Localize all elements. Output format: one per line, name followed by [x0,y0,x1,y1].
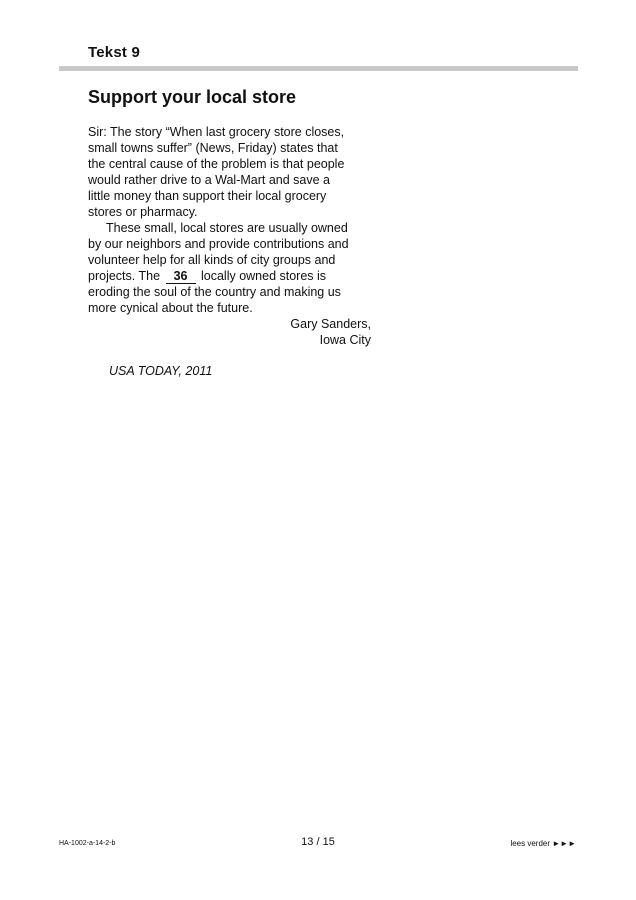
footer-exam-code: HA-1002-a-14-2-b [59,840,116,847]
signature-name: Gary Sanders, [290,317,371,331]
article-line: would rather drive to a Wal-Mart and save a [88,173,331,187]
article-line: eroding the soul of the country and making us [88,285,341,299]
article-line: stores or pharmacy. [88,205,198,219]
article-line: These small, local stores are usually owned [106,221,348,235]
article-line: the central cause of the problem is that people [88,157,345,171]
article-source: USA TODAY, 2011 [109,364,213,378]
blank-line-after: locally owned stores is [197,269,327,283]
question-blank: 36 [166,270,196,284]
article-line: little money than support their local grocery [88,189,327,203]
article-line: more cynical about the future. [88,301,253,315]
signature-city: Iowa City [319,333,371,347]
article-line: by our neighbors and provide contributions and [88,237,349,251]
article-line: volunteer help for all kinds of city groups and [88,253,336,267]
article-body [88,124,374,348]
footer-continue-label: lees verder ►►► [510,839,576,848]
blank-line-before: projects. The [88,269,164,283]
article-line: small towns suffer” (News, Friday) states that [88,141,338,155]
article-line-with-blank [88,268,374,284]
article-line: Sir: The story “When last grocery store closes, [88,125,345,139]
article-headline: Support your local store [88,87,297,107]
section-divider [59,66,578,71]
section-label: Tekst 9 [88,44,140,61]
footer-page-number: 13 / 15 [301,836,335,848]
